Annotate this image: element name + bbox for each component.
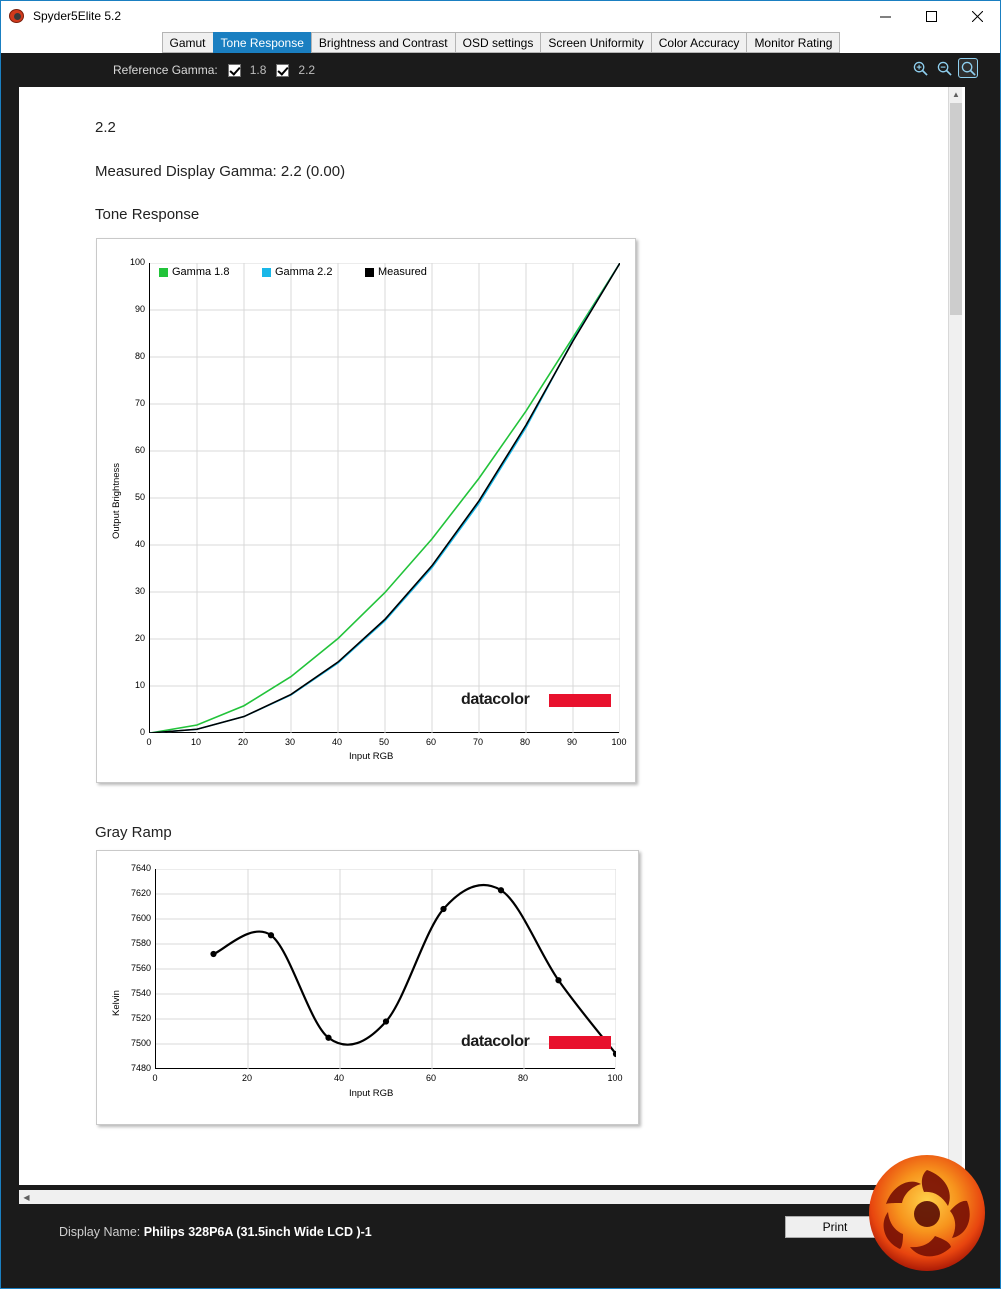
legend-swatch-measured (365, 268, 374, 277)
zoom-out-icon[interactable] (934, 58, 954, 78)
page-horizontal-scrollbar[interactable] (19, 1190, 965, 1205)
axis-tick-label: 7540 (130, 988, 151, 998)
zoom-controls (910, 58, 978, 78)
spyder-icon (8, 7, 26, 25)
legend-label-measured: Measured (378, 266, 427, 278)
tone-curves (150, 263, 620, 733)
legend-swatch-gamma-1-8 (159, 268, 168, 277)
zoom-in-icon[interactable] (910, 58, 930, 78)
gamma-2-2-checkbox[interactable] (276, 64, 289, 77)
scroll-up-icon[interactable]: ▲ (952, 90, 960, 99)
axis-tick-label: 100 (611, 737, 627, 747)
scroll-left-icon[interactable]: ◀ (23, 1193, 30, 1202)
axis-tick-label: 10 (190, 737, 201, 747)
legend-label-gamma-1-8: Gamma 1.8 (172, 266, 230, 278)
axis-tick-label: 60 (134, 445, 145, 455)
report-viewer (1, 87, 1000, 1205)
tab-brightness-and-contrast[interactable]: Brightness and Contrast (311, 32, 456, 53)
tone-y-axis-title: Output Brightness (111, 462, 122, 539)
axis-tick-label: 20 (241, 1073, 252, 1083)
print-button[interactable]: Print (785, 1216, 885, 1238)
axis-tick-label: 70 (134, 398, 145, 408)
measured-gamma-text: Measured Display Gamma: 2.2 (0.00) (95, 163, 346, 180)
axis-tick-label: 0 (146, 737, 152, 747)
tab-color-accuracy[interactable]: Color Accuracy (651, 32, 748, 53)
axis-tick-label: 7620 (130, 888, 151, 898)
axis-tick-label: 7580 (130, 938, 151, 948)
axis-tick-label: 7640 (130, 863, 151, 873)
axis-tick-label: 30 (284, 737, 295, 747)
datacolor-wordmark: datacolor (461, 691, 530, 708)
legend-swatch-gamma-2-2 (262, 268, 271, 277)
axis-tick-label: 80 (134, 351, 145, 361)
gray-y-axis-title: Kelvin (111, 990, 122, 1016)
axis-tick-label: 0 (139, 727, 145, 737)
axis-tick-label: 60 (425, 737, 436, 747)
reference-gamma-label: Reference Gamma: (113, 63, 218, 77)
axis-tick-label: 50 (378, 737, 389, 747)
legend-label-gamma-2-2: Gamma 2.2 (275, 266, 333, 278)
minimize-button[interactable] (862, 1, 908, 31)
gamma-1-8-label: 1.8 (249, 63, 267, 77)
axis-tick-label: 7560 (130, 963, 151, 973)
gamma-1-8-checkbox[interactable] (228, 64, 241, 77)
tone-response-chart (96, 238, 636, 783)
axis-tick-label: 100 (129, 257, 145, 267)
tone-plot-area (149, 263, 619, 733)
axis-tick-label: 90 (134, 304, 145, 314)
tab-tone-response[interactable]: Tone Response (213, 32, 312, 53)
tab-bar (1, 31, 1000, 53)
tab-osd-settings[interactable]: OSD settings (455, 32, 542, 53)
display-name-label: Display Name: (59, 1225, 141, 1239)
axis-tick-label: 40 (134, 539, 145, 549)
axis-tick-label: 7500 (130, 1038, 151, 1048)
axis-tick-label: 7600 (130, 913, 151, 923)
legend-gamma-1-8 (159, 266, 229, 278)
axis-tick-label: 0 (152, 1073, 158, 1083)
axis-tick-label: 40 (333, 1073, 344, 1083)
page-vertical-scrollbar[interactable] (948, 87, 962, 1185)
axis-tick-label: 30 (134, 586, 145, 596)
datacolor-logo (862, 1148, 992, 1278)
display-name-value: Philips 328P6A (31.5inch Wide LCD )-1 (143, 1225, 372, 1239)
axis-tick-label: 60 (425, 1073, 436, 1083)
display-name (59, 1225, 372, 1239)
axis-tick-label: 80 (519, 737, 530, 747)
vertical-scroll-thumb[interactable] (950, 103, 962, 315)
tab-gamut[interactable]: Gamut (162, 32, 214, 53)
datacolor-watermark (461, 691, 611, 713)
report-page (19, 87, 965, 1185)
datacolor-bar (549, 694, 611, 707)
close-button[interactable] (954, 1, 1000, 31)
gray-x-axis-title: Input RGB (349, 1088, 394, 1099)
gamma-2-2-label: 2.2 (298, 63, 316, 77)
gray-ramp-chart (96, 850, 639, 1125)
datacolor-wordmark-gray: datacolor (461, 1033, 530, 1050)
axis-tick-label: 50 (134, 492, 145, 502)
maximize-button[interactable] (908, 1, 954, 31)
legend-gamma-2-2 (262, 266, 332, 278)
tab-monitor-rating[interactable]: Monitor Rating (746, 32, 840, 53)
tone-response-heading: Tone Response (95, 206, 200, 223)
zoom-fit-icon[interactable] (958, 58, 978, 78)
datacolor-bar-gray (549, 1036, 611, 1049)
axis-tick-label: 10 (134, 680, 145, 690)
tone-x-axis-title: Input RGB (349, 751, 394, 762)
axis-tick-label: 7480 (130, 1063, 151, 1073)
window-controls (862, 1, 1000, 31)
axis-tick-label: 7520 (130, 1013, 151, 1023)
axis-tick-label: 20 (134, 633, 145, 643)
footer-bar (1, 1204, 1000, 1288)
axis-tick-label: 80 (517, 1073, 528, 1083)
report-toolbar (1, 53, 1000, 87)
tab-screen-uniformity[interactable]: Screen Uniformity (540, 32, 651, 53)
gray-ramp-heading: Gray Ramp (95, 824, 172, 841)
axis-tick-label: 20 (237, 737, 248, 747)
gamma-value-text: 2.2 (95, 119, 116, 136)
title-bar (1, 1, 1000, 31)
window-title: Spyder5Elite 5.2 (33, 8, 122, 23)
axis-tick-label: 70 (472, 737, 483, 747)
axis-tick-label: 90 (566, 737, 577, 747)
axis-tick-label: 40 (331, 737, 342, 747)
axis-tick-label: 100 (607, 1073, 623, 1083)
datacolor-watermark-gray (461, 1033, 611, 1055)
legend-measured (365, 266, 427, 278)
